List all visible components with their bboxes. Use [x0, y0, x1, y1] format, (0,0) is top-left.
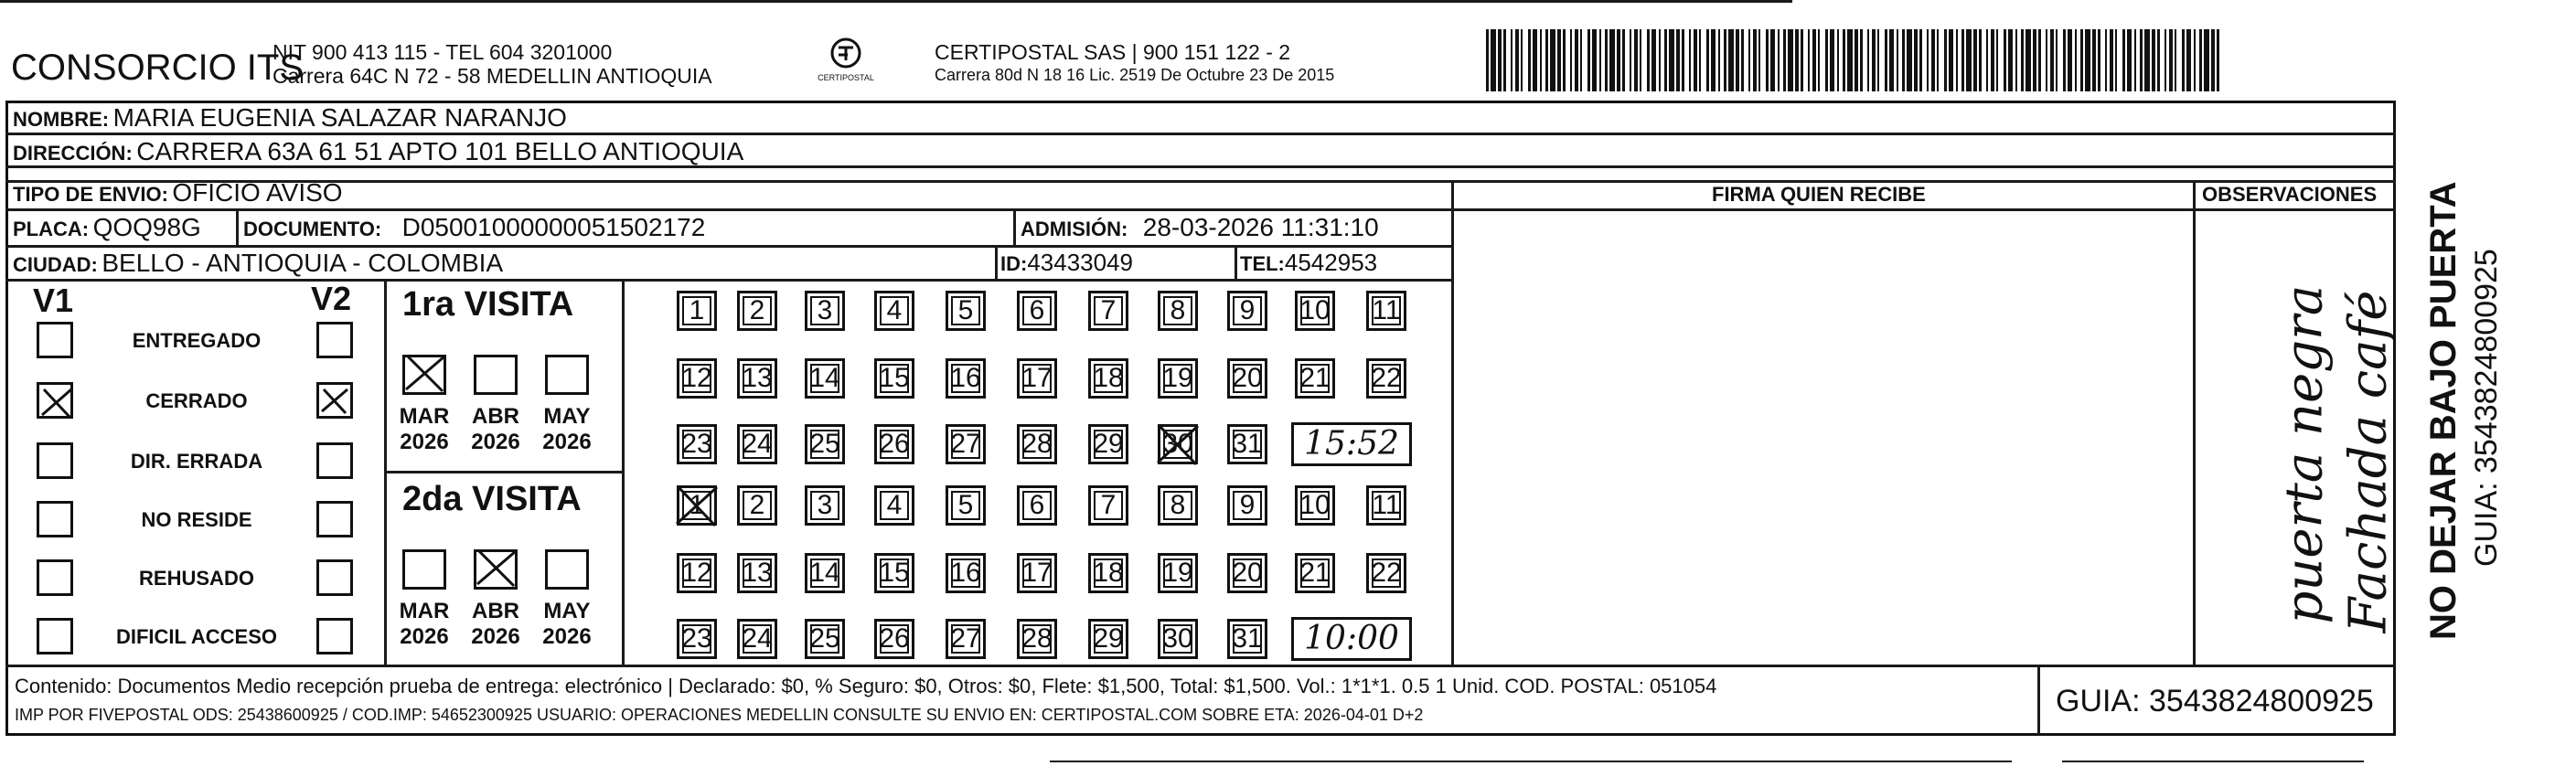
visit-year-label: 2026	[542, 624, 592, 649]
visit-day-box[interactable]: 25	[805, 619, 845, 659]
barcode-bar	[1860, 29, 1863, 91]
barcode-bar	[1630, 29, 1631, 91]
id-cell	[1000, 249, 1133, 277]
status-v2-checkbox[interactable]	[316, 618, 353, 654]
barcode-bar	[1728, 29, 1734, 91]
barcode-bar	[1872, 29, 1876, 91]
company-nit: NIT 900 413 115 - TEL 604 3201000	[273, 40, 613, 64]
footer-line-1: Contenido: Documentos Medio recepción prueba de entrega: electrónico | Declarado: $0, % Seguro: $0, Otros: $0, Flete: $1,500, Total: $1,500. Vol.: 1*1*1. 0.5 1 Unid. COD. POSTAL: 051054	[15, 675, 1717, 697]
visit-day-box[interactable]: 3	[805, 291, 845, 331]
rule	[5, 133, 2396, 135]
documento-label: DOCUMENTO:	[243, 218, 382, 240]
visit-month-checkbox[interactable]	[474, 355, 518, 395]
barcode-bar	[1533, 29, 1537, 91]
visit-day-box[interactable]: 20	[1227, 553, 1267, 593]
barcode-bar	[1808, 29, 1810, 91]
barcode-bar	[1491, 29, 1496, 91]
visit-day-box[interactable]: 24	[737, 619, 777, 659]
visit-day-box[interactable]: 23	[677, 619, 717, 659]
barcode-bar	[1515, 29, 1519, 91]
rule	[995, 248, 998, 279]
direccion-value: CARRERA 63A 61 51 APTO 101 BELLO ANTIOQUIA	[136, 137, 744, 165]
admision-value: 28-03-2026 11:31:10	[1142, 213, 1379, 241]
visit-day-box[interactable]: 8	[1158, 291, 1198, 331]
barcode-bar	[1647, 29, 1650, 91]
handwritten-x-mark	[675, 484, 719, 527]
visit-day-box[interactable]: 30	[1158, 619, 1198, 659]
visit-day-box[interactable]: 14	[805, 358, 845, 399]
barcode-bar	[1486, 29, 1489, 91]
barcode-bar	[1575, 29, 1578, 91]
visit-day-box[interactable]: 28	[1017, 619, 1057, 659]
id-value: 43433049	[1027, 249, 1134, 276]
barcode-bar	[1599, 29, 1601, 91]
visit-day-box[interactable]: 16	[946, 358, 986, 399]
status-v2-checkbox[interactable]	[316, 322, 353, 358]
visit-day-box[interactable]: 5	[946, 291, 986, 331]
barcode-bar	[2157, 29, 2160, 91]
barcode-bar	[1944, 29, 1947, 91]
barcode-bar	[1770, 29, 1775, 91]
visit-day-box[interactable]: 7	[1088, 291, 1128, 331]
footer-guia: GUIA: 3543824800925	[2056, 684, 2374, 718]
observacion-2: Fachada café	[2338, 290, 2399, 633]
barcode-bar	[1778, 29, 1780, 91]
visit-day-box[interactable]: 8	[1158, 485, 1198, 526]
status-v1-checkbox[interactable]	[37, 322, 73, 358]
barcode-bar	[1640, 29, 1641, 91]
status-option-label: REHUSADO	[139, 567, 254, 590]
visit-day-box[interactable]: 5	[946, 485, 986, 526]
barcode-bar	[2122, 29, 2125, 91]
barcode-bar	[2033, 29, 2036, 91]
visit-day-box[interactable]: 4	[874, 485, 914, 526]
barcode-bar	[1664, 29, 1667, 91]
courier-name: CERTIPOSTAL SAS | 900 151 122 - 2	[935, 40, 1291, 64]
ciudad-cell	[13, 249, 503, 278]
bottom-rule	[1050, 761, 2012, 762]
barcode-bar	[1837, 29, 1839, 91]
tel-cell	[1240, 249, 1377, 277]
visit-month-checkbox[interactable]	[402, 549, 446, 590]
barcode-bar	[1570, 29, 1572, 91]
visit-day-box[interactable]: 18	[1088, 553, 1128, 593]
visit-day-box[interactable]: 14	[805, 553, 845, 593]
handwritten-x-mark	[320, 386, 349, 415]
barcode-bar	[1927, 29, 1929, 91]
barcode-bar	[1550, 29, 1555, 91]
status-option-label: CERRADO	[145, 389, 248, 412]
barcode-bar	[2038, 29, 2041, 91]
barcode-bar	[1889, 29, 1894, 91]
visit-day-box[interactable]: 19	[1158, 358, 1198, 399]
barcode-bar	[1724, 29, 1726, 91]
barcode-bar	[1914, 29, 1918, 91]
placa-label: PLACA:	[13, 218, 90, 240]
visit-day-box[interactable]: 12	[677, 553, 717, 593]
barcode-bar	[1795, 29, 1799, 91]
visit-day-box[interactable]: 13	[737, 358, 777, 399]
barcode-bar	[1587, 29, 1590, 91]
barcode-bar	[2046, 29, 2047, 91]
barcode-bar	[1758, 29, 1760, 91]
barcode-bar	[1528, 29, 1531, 91]
status-v2-checkbox[interactable]	[316, 501, 353, 537]
certipostal-logo	[805, 35, 887, 90]
barcode-bar	[1847, 29, 1853, 91]
barcode-bar	[1682, 29, 1684, 91]
barcode-bar	[2134, 29, 2136, 91]
logo-text: CERTIPOSTAL	[818, 73, 874, 82]
visit-day-box[interactable]: 19	[1158, 553, 1198, 593]
barcode-bar	[1986, 29, 1988, 91]
visit-day-box[interactable]: 27	[946, 619, 986, 659]
direccion-row	[13, 137, 743, 166]
status-option-label: DIR. ERRADA	[130, 450, 263, 473]
visit-month-checkbox[interactable]	[545, 549, 589, 590]
visit-day-box[interactable]: 15	[874, 358, 914, 399]
visit-day-box[interactable]: 9	[1227, 291, 1267, 331]
visit-day-box[interactable]: 10	[1295, 291, 1335, 331]
tel-label: TEL:	[1240, 252, 1285, 275]
visit-day-box[interactable]: 17	[1017, 553, 1057, 593]
visit-day-box[interactable]: 2	[737, 485, 777, 526]
rule	[2037, 667, 2040, 736]
visit-year-label: 2026	[471, 430, 520, 454]
barcode-bar	[2085, 29, 2090, 91]
barcode-bar	[2186, 29, 2191, 91]
barcode-bar	[2199, 29, 2202, 91]
visit-time-box[interactable]: 15:52	[1291, 422, 1412, 466]
barcode-bar	[1503, 29, 1506, 91]
barcode-bar	[1498, 29, 1502, 91]
visit-day-box[interactable]: 4	[874, 291, 914, 331]
barcode-bar	[1699, 29, 1701, 91]
visit-day-box[interactable]: 11	[1366, 291, 1406, 331]
visit2-title: 2da VISITA	[402, 480, 582, 518]
visit-day-box[interactable]: 30	[1158, 424, 1198, 464]
footer-line-2: IMP POR FIVEPOSTAL ODS: 25438600925 / COD.IMP: 54652300925 USUARIO: OPERACIONES MEDELLIN CONSULTE SU ENVIO EN: CERTIPOSTAL.COM SOBRE ETA: 2026-04-01 D+2	[15, 706, 1424, 724]
visit-month-label: MAY	[543, 599, 591, 623]
barcode-bar	[2152, 29, 2155, 91]
visit-month-label: MAY	[543, 404, 591, 429]
visit-month-label: ABR	[472, 599, 519, 623]
barcode-bar	[1694, 29, 1697, 91]
visit-day-box[interactable]: 9	[1227, 485, 1267, 526]
barcode-bar	[2127, 29, 2132, 91]
visit-day-box[interactable]: 17	[1017, 358, 1057, 399]
ciudad-value: BELLO - ANTIOQUIA - COLOMBIA	[102, 249, 504, 277]
visit-day-box[interactable]: 20	[1227, 358, 1267, 399]
barcode-bar	[1753, 29, 1757, 91]
status-v1-checkbox[interactable]	[37, 618, 73, 654]
form-frame	[5, 101, 2396, 736]
barcode-bar	[1521, 29, 1523, 91]
visit-month-label: MAR	[399, 599, 450, 623]
nombre-row	[13, 103, 567, 133]
visit-month-label: MAR	[399, 404, 450, 429]
barcode-bar	[1540, 29, 1542, 91]
nombre-label: NOMBRE:	[13, 108, 110, 131]
barcode-bar	[1902, 29, 1905, 91]
barcode-bar	[2004, 29, 2006, 91]
barcode-bar	[1736, 29, 1739, 91]
barcode-bar	[1689, 29, 1691, 91]
barcode-bar	[1622, 29, 1625, 91]
barcode-bar	[1949, 29, 1953, 91]
tipo-row	[13, 178, 343, 207]
barcode-bar	[2217, 29, 2219, 91]
barcode-bar	[2211, 29, 2215, 91]
status-v1-checkbox[interactable]	[37, 559, 73, 596]
visit-day-box[interactable]: 28	[1017, 424, 1057, 464]
placa-cell	[13, 213, 201, 242]
visit-day-box[interactable]: 16	[946, 553, 986, 593]
barcode-bar	[2080, 29, 2083, 91]
barcode-bar	[1867, 29, 1869, 91]
barcode-bar	[1676, 29, 1680, 91]
barcode-bar	[2015, 29, 2017, 91]
barcode-bar	[2182, 29, 2185, 91]
status-v2-checkbox[interactable]	[316, 442, 353, 479]
visit-day-box[interactable]: 26	[874, 619, 914, 659]
barcode-bar	[2140, 29, 2143, 91]
barcode-bar	[1956, 29, 1958, 91]
barcode-bar	[1843, 29, 1845, 91]
tel-value: 4542953	[1284, 249, 1378, 276]
handwritten-x-mark	[404, 353, 446, 393]
top-rule	[0, 0, 1792, 3]
barcode-bar	[1609, 29, 1615, 91]
barcode-bar	[2098, 29, 2100, 91]
id-label: ID:	[1000, 252, 1028, 275]
visit-day-box[interactable]: 3	[805, 485, 845, 526]
visit-day-box[interactable]: 13	[737, 553, 777, 593]
barcode-bar	[2026, 29, 2031, 91]
visit-day-box[interactable]: 6	[1017, 485, 1057, 526]
barcode-bar	[2110, 29, 2113, 91]
status-v2-checkbox[interactable]	[316, 559, 353, 596]
visit-year-label: 2026	[471, 624, 520, 649]
barcode-bar	[1634, 29, 1638, 91]
courier-address: Carrera 80d N 18 16 Lic. 2519 De Octubre 23 De 2015	[935, 66, 1335, 84]
visit-year-label: 2026	[542, 430, 592, 454]
barcode-bar	[1659, 29, 1661, 91]
bottom-rule	[2062, 761, 2364, 762]
placa-value: QOQ98G	[92, 213, 201, 241]
barcode-bar	[1766, 29, 1769, 91]
barcode-bar	[1897, 29, 1898, 91]
status-option-label: DIFICIL ACCESO	[115, 625, 277, 648]
barcode-bar	[1592, 29, 1597, 91]
visit-month-checkbox[interactable]	[545, 355, 589, 395]
barcode-bar	[1801, 29, 1803, 91]
visit-day-box[interactable]: 2	[737, 291, 777, 331]
side-warning: NO DEJAR BAJO PUERTA	[2423, 181, 2464, 640]
certipostal-logo-icon	[805, 35, 887, 90]
barcode-bar	[2008, 29, 2013, 91]
barcode-bar	[2050, 29, 2054, 91]
barcode-bar	[1605, 29, 1608, 91]
visit-day-box[interactable]: 15	[874, 553, 914, 593]
status-option-label: NO RESIDE	[141, 508, 252, 531]
visit-day-box[interactable]: 27	[946, 424, 986, 464]
barcode-bar	[1973, 29, 1977, 91]
visit-day-box[interactable]: 1	[677, 485, 717, 526]
barcode-bar	[2204, 29, 2209, 91]
visit1-title: 1ra VISITA	[402, 285, 574, 324]
rule	[1013, 211, 1016, 245]
documento-cell	[243, 213, 705, 242]
visit-month-label: ABR	[472, 404, 519, 429]
rule	[622, 279, 625, 665]
visit-year-label: 2026	[400, 624, 449, 649]
barcode-bar	[2092, 29, 2096, 91]
rule	[5, 279, 1451, 282]
tipo-value: OFICIO AVISO	[172, 178, 343, 207]
barcode-bar	[1580, 29, 1582, 91]
visit-day-box[interactable]: 6	[1017, 291, 1057, 331]
nombre-value: MARIA EUGENIA SALAZAR NARANJO	[112, 103, 567, 132]
barcode-bar	[1617, 29, 1620, 91]
visit-day-box[interactable]: 29	[1088, 619, 1128, 659]
rule	[2193, 180, 2196, 665]
barcode-bar	[1966, 29, 1972, 91]
visit-year-label: 2026	[400, 430, 449, 454]
barcode-bar	[1788, 29, 1793, 91]
firma-header: FIRMA QUIEN RECIBE	[1712, 183, 1926, 206]
visit-day-box[interactable]: 29	[1088, 424, 1128, 464]
company-name: CONSORCIO ITS	[11, 48, 305, 88]
barcode-bar	[2021, 29, 2024, 91]
visit-day-box[interactable]: 23	[677, 424, 717, 464]
visit-day-box[interactable]: 7	[1088, 485, 1128, 526]
rule	[384, 471, 622, 473]
barcode-bar	[1783, 29, 1786, 91]
barcode-bar	[1907, 29, 1912, 91]
visit-day-box[interactable]: 31	[1227, 424, 1267, 464]
barcode-bar	[1511, 29, 1512, 91]
rule	[1235, 248, 1237, 279]
tipo-label: TIPO DE ENVIO:	[13, 183, 168, 206]
observaciones-handwriting	[2204, 274, 2399, 658]
handwritten-x-mark	[1156, 422, 1200, 466]
barcode-bar	[1996, 29, 1998, 91]
barcode-bar	[1991, 29, 1994, 91]
barcode-bar	[1748, 29, 1750, 91]
visit-day-box[interactable]: 24	[737, 424, 777, 464]
company-address: Carrera 64C N 72 - 58 MEDELLIN ANTIOQUIA	[273, 64, 712, 88]
visit-day-box[interactable]: 21	[1295, 358, 1335, 399]
visit-day-box[interactable]: 22	[1366, 358, 1406, 399]
barcode-bar	[1711, 29, 1716, 91]
visit-day-box[interactable]: 18	[1088, 358, 1128, 399]
rule	[1451, 180, 1454, 665]
visit-day-box[interactable]: 11	[1366, 485, 1406, 526]
rule	[5, 180, 2396, 183]
barcode-bar	[2056, 29, 2058, 91]
barcode-bar	[2075, 29, 2077, 91]
barcode-bar	[1706, 29, 1709, 91]
barcode-bar	[1651, 29, 1656, 91]
barcode-bar	[1855, 29, 1858, 91]
visit-day-box[interactable]: 10	[1295, 485, 1335, 526]
documento-value: D05001000000051502172	[401, 213, 706, 241]
visit-day-box[interactable]: 1	[677, 291, 717, 331]
handwritten-x-mark	[476, 548, 518, 588]
barcode-bar	[1931, 29, 1935, 91]
visit-day-box[interactable]: 21	[1295, 553, 1335, 593]
barcode-bar	[1961, 29, 1964, 91]
observaciones-header: OBSERVACIONES	[2202, 183, 2378, 206]
barcode-bar	[1818, 29, 1820, 91]
visit-time-box[interactable]: 10:00	[1291, 617, 1412, 661]
barcode-bar	[2175, 29, 2176, 91]
rule	[5, 208, 1451, 211]
visit-day-box[interactable]: 25	[805, 424, 845, 464]
barcode-bar	[2105, 29, 2107, 91]
barcode-bar	[1557, 29, 1561, 91]
v1-label: V1	[33, 282, 74, 319]
admision-label: ADMISIÓN:	[1021, 218, 1128, 240]
status-v1-checkbox[interactable]	[37, 442, 73, 479]
barcode-bar	[2068, 29, 2072, 91]
barcode-bar	[2063, 29, 2066, 91]
barcode-bar	[2164, 29, 2166, 91]
rule	[236, 211, 239, 245]
visit-day-box[interactable]: 22	[1366, 553, 1406, 593]
barcode-bar	[1545, 29, 1548, 91]
visit-day-box[interactable]: 26	[874, 424, 914, 464]
status-v1-checkbox[interactable]	[37, 501, 73, 537]
rule	[1451, 208, 2396, 211]
visit-day-box[interactable]: 31	[1227, 619, 1267, 659]
barcode-bar	[1979, 29, 1982, 91]
barcode-bar	[1669, 29, 1674, 91]
direccion-label: DIRECCIÓN:	[13, 142, 133, 165]
barcode-bar	[2194, 29, 2196, 91]
barcode-bar	[2115, 29, 2117, 91]
observacion-1: puerta negra	[2274, 284, 2335, 624]
status-option-label: ENTREGADO	[132, 329, 262, 352]
barcode-bar	[2144, 29, 2150, 91]
barcode-bar	[1718, 29, 1720, 91]
v2-label: V2	[311, 280, 352, 317]
barcode-bar	[1825, 29, 1828, 91]
barcode-bar	[1830, 29, 1834, 91]
barcode-bar	[1563, 29, 1566, 91]
admision-cell	[1021, 213, 1379, 242]
side-guia: GUIA: 3543824800925	[2469, 249, 2504, 567]
barcode-bar	[2169, 29, 2173, 91]
barcode-bar	[1919, 29, 1922, 91]
barcode-bar	[1812, 29, 1816, 91]
ciudad-label: CIUDAD:	[13, 253, 98, 276]
visit-day-box[interactable]: 12	[677, 358, 717, 399]
barcode	[1486, 29, 2222, 91]
barcode-bar	[1741, 29, 1744, 91]
barcode-bar	[1877, 29, 1879, 91]
barcode-bar	[1885, 29, 1887, 91]
barcode-bar	[1937, 29, 1939, 91]
handwritten-x-mark	[40, 386, 73, 419]
